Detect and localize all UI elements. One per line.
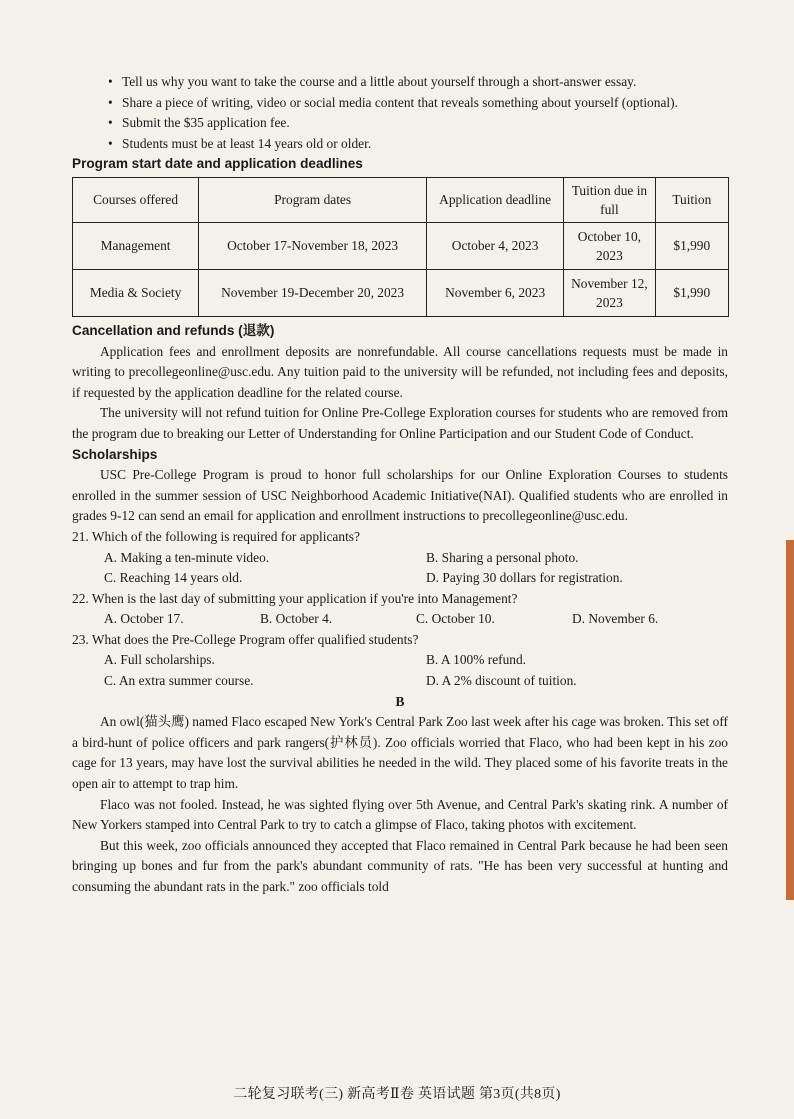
bullet-essay: • Tell us why you want to take the course and a little about yourself through a short-answer essay.: [72, 72, 728, 93]
table-cell: $1,990: [655, 269, 728, 316]
table-cell: October 10, 2023: [564, 222, 655, 269]
page-edge-strip: [786, 540, 794, 900]
option-22-c: C. October 10.: [416, 611, 495, 627]
table-cell: Management: [73, 222, 199, 269]
question-23-options-row-2: [72, 671, 728, 692]
question-22-options: [72, 609, 728, 630]
question-23-options-row-1: [72, 650, 728, 671]
bullet-icon: •: [108, 94, 113, 110]
table-row: [73, 269, 729, 316]
section-b-paragraph-1: An owl(猫头鹰) named Flaco escaped New York's Central Park Zoo last week after his cage was broken. This set off a bird-hunt of police officers and park rangers(护林员). Zoo officials worried that Flaco, who had been kept in his zoo cage for 13 years, may have lost the survival abilities he needed in the wild. They placed some of his favorite treats in the open air to attempt to trap him.: [72, 714, 728, 792]
scholarships-heading: Scholarships: [72, 446, 158, 462]
page-footer: 二轮复习联考(三) 新高考Ⅱ卷 英语试题 第3页(共8页): [233, 1087, 561, 1102]
table-cell: Media & Society: [73, 269, 199, 316]
table-header-cell: Tuition: [655, 177, 728, 222]
program-table: [72, 177, 729, 317]
section-b-paragraph-3: But this week, zoo officials announced they accepted that Flaco remained in Central Park because he had been seen bringing up bones and fur from the park's abundant community of rats. "He has been very successful at hunting and consuming the abundant rats in the park." zoo officials told: [72, 837, 728, 894]
question-21-options-row-2: [72, 568, 728, 589]
option-21-d: D. Paying 30 dollars for registration.: [426, 570, 623, 586]
question-21-options-row-1: [72, 548, 728, 569]
table-header-cell: Program dates: [199, 177, 427, 222]
section-b-label: B: [395, 693, 405, 709]
table-cell: November 12, 2023: [564, 269, 655, 316]
table-cell: October 4, 2023: [427, 222, 564, 269]
cancellation-heading: Cancellation and refunds (退款): [72, 322, 275, 338]
section-b-paragraph-2: Flaco was not fooled. Instead, he was sighted flying over 5th Avenue, and Central Park's skating rink. A number of New Yorkers stamped into Central Park to try to catch a glimpse of Flaco, taking photos with excitement.: [72, 796, 728, 833]
scholarships-paragraph: USC Pre-College Program is proud to honor full scholarships for our Online Exploration Courses to students enrolled in the summer session of USC Neighborhood Academic Initiative(NAI). Qualified students who are enrolled in grades 9-12 can send an email for application and enrollment instructions to precollegeonline@usc.edu.: [72, 467, 728, 524]
question-22: 22. When is the last day of submitting your application if you're into Management?: [72, 590, 518, 606]
bullet-icon: •: [108, 74, 113, 89]
cancellation-paragraph-2: The university will not refund tuition for Online Pre-College Exploration courses for students who are removed from the program due to breaking our Letter of Understanding for Online Participation and our Student Code of Conduct.: [72, 405, 728, 441]
question-23: 23. What does the Pre-College Program offer qualified students?: [72, 631, 419, 647]
table-header-row: [73, 177, 729, 222]
option-23-a: A. Full scholarships.: [104, 652, 215, 668]
question-21: 21. Which of the following is required for applicants?: [72, 528, 360, 544]
option-23-c: C. An extra summer course.: [104, 673, 254, 689]
option-22-a: A. October 17.: [104, 611, 184, 627]
table-cell: October 17-November 18, 2023: [199, 222, 427, 269]
document-page: [72, 72, 728, 898]
bullet-fee: • Submit the $35 application fee.: [72, 113, 728, 134]
table-header-cell: Courses offered: [73, 177, 199, 222]
option-22-d: D. November 6.: [572, 611, 659, 627]
bullet-icon: •: [108, 115, 113, 131]
table-header-cell: Application deadline: [427, 177, 564, 222]
cancellation-paragraph-1: Application fees and enrollment deposits are nonrefundable. All course cancellations requests must be made in writing to precollegeonline@usc.edu. Any tuition paid to the university will be refunded, not including fees and deposits, if requested by the application deadline for the related course.: [72, 343, 728, 400]
option-21-a: A. Making a ten-minute video.: [104, 549, 270, 565]
option-21-c: C. Reaching 14 years old.: [104, 570, 243, 586]
option-21-b: B. Sharing a personal photo.: [426, 549, 579, 565]
program-heading: Program start date and application deadlines: [72, 156, 363, 172]
table-cell: $1,990: [655, 222, 728, 269]
table-cell: November 19-December 20, 2023: [199, 269, 427, 316]
table-cell: November 6, 2023: [427, 269, 564, 316]
bullet-writing: • Share a piece of writing, video or social media content that reveals something about yourself (optional).: [72, 93, 728, 114]
table-header-cell: Tuition due in full: [564, 177, 655, 222]
option-22-b: B. October 4.: [260, 611, 333, 627]
option-23-b: B. A 100% refund.: [426, 652, 527, 668]
table-row: [73, 222, 729, 269]
bullet-age: • Students must be at least 14 years old or older.: [72, 134, 728, 155]
bullet-icon: •: [108, 135, 113, 151]
option-23-d: D. A 2% discount of tuition.: [426, 673, 577, 689]
